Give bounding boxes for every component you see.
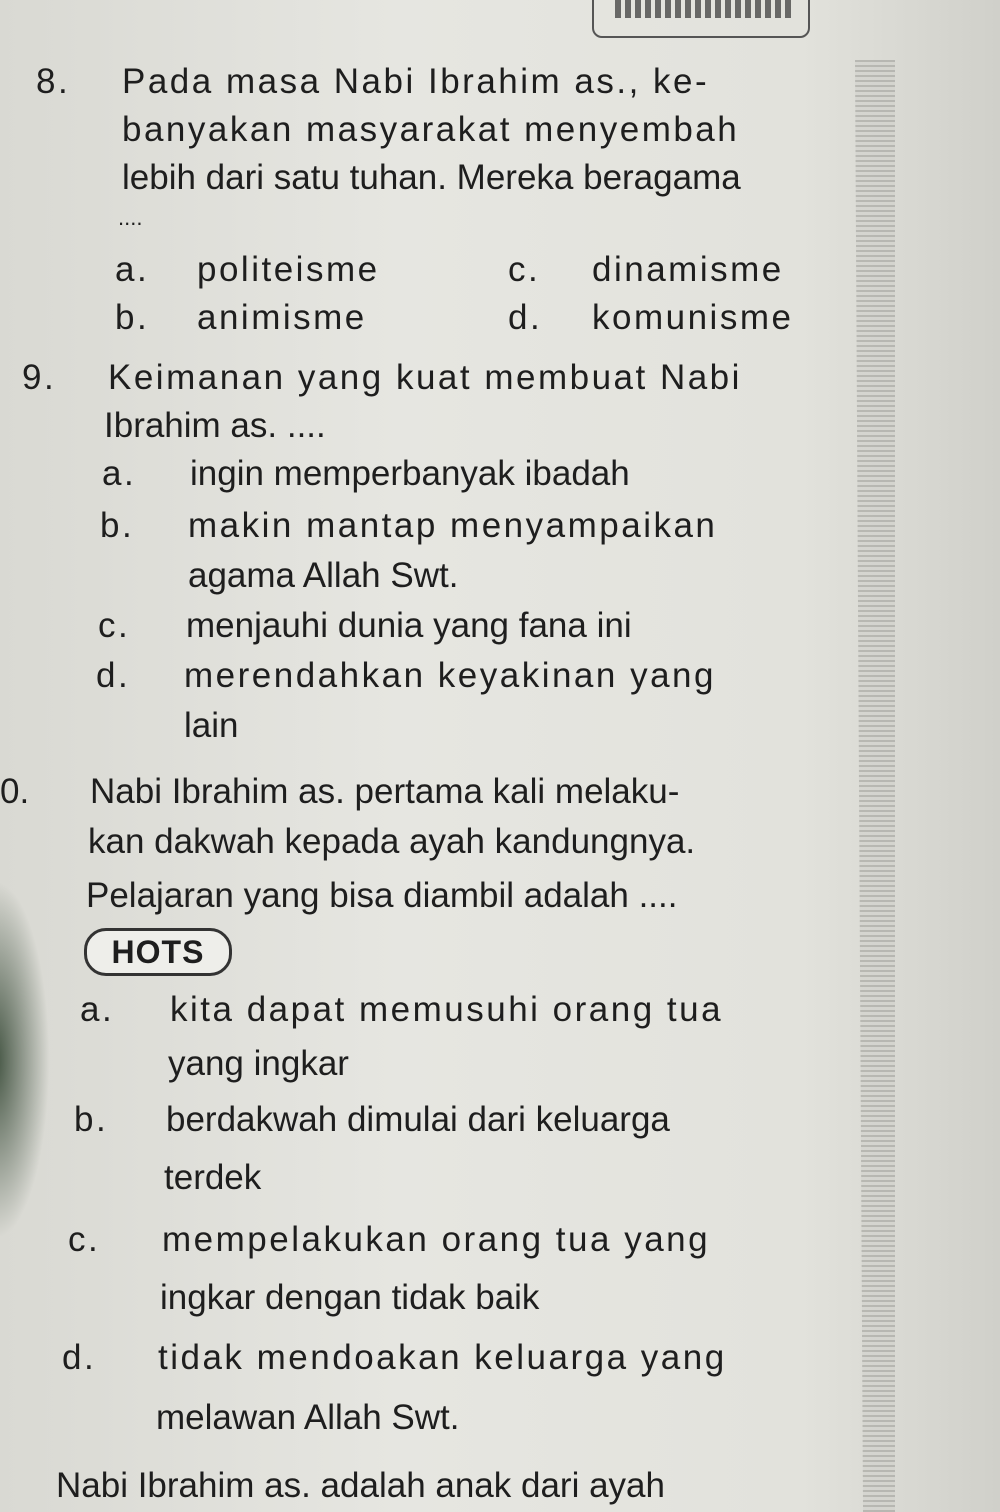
option-8c-letter[interactable]: c. bbox=[508, 250, 541, 289]
option-9b-letter[interactable]: b. bbox=[100, 506, 135, 545]
option-8b-text[interactable]: animisme bbox=[197, 298, 367, 337]
option-10a-line-2[interactable]: yang ingkar bbox=[168, 1044, 349, 1083]
question-8-number: 8. bbox=[36, 62, 71, 101]
option-10d-line-1[interactable]: tidak mendoakan keluarga yang bbox=[158, 1338, 727, 1377]
next-question-partial: Nabi Ibrahim as. adalah anak dari ayah bbox=[56, 1466, 665, 1505]
option-10a-line-1[interactable]: kita dapat memusuhi orang tua bbox=[170, 990, 724, 1029]
option-10d-line-2[interactable]: melawan Allah Swt. bbox=[156, 1398, 460, 1437]
option-8d-letter[interactable]: d. bbox=[508, 298, 543, 337]
option-10c-letter[interactable]: c. bbox=[68, 1220, 101, 1259]
option-10a-letter[interactable]: a. bbox=[80, 990, 115, 1029]
option-9d-letter[interactable]: d. bbox=[96, 656, 131, 695]
option-9a-letter[interactable]: a. bbox=[102, 454, 137, 493]
question-10-line-1: Nabi Ibrahim as. pertama kali melaku- bbox=[90, 772, 680, 811]
hots-badge: HOTS bbox=[84, 928, 232, 976]
option-8d-text[interactable]: komunisme bbox=[592, 298, 794, 337]
question-8-line-1: Pada masa Nabi Ibrahim as., ke- bbox=[122, 62, 710, 101]
question-10-line-3: Pelajaran yang bisa diambil adalah .... bbox=[86, 876, 678, 915]
question-8-line-3: lebih dari satu tuhan. Mereka beragama bbox=[122, 158, 741, 197]
question-10-number: 0. bbox=[0, 772, 30, 811]
option-9b-line-2[interactable]: agama Allah Swt. bbox=[188, 556, 459, 595]
option-10b-line-1[interactable]: berdakwah dimulai dari keluarga bbox=[166, 1100, 670, 1139]
option-8a-text[interactable]: politeisme bbox=[197, 250, 380, 289]
option-10c-line-1[interactable]: mempelakukan orang tua yang bbox=[162, 1220, 711, 1259]
option-9d-line-1[interactable]: merendahkan keyakinan yang bbox=[184, 656, 716, 695]
question-9-line-2: Ibrahim as. .... bbox=[104, 406, 326, 445]
question-9-line-1: Keimanan yang kuat membuat Nabi bbox=[108, 358, 742, 397]
question-9-number: 9. bbox=[22, 358, 57, 397]
option-9c-line-1[interactable]: menjauhi dunia yang fana ini bbox=[186, 606, 632, 645]
option-10d-letter[interactable]: d. bbox=[62, 1338, 97, 1377]
option-10b-line-2[interactable]: terdek bbox=[164, 1158, 262, 1197]
option-9d-line-2[interactable]: lain bbox=[184, 706, 239, 745]
option-8b-letter[interactable]: b. bbox=[115, 298, 150, 337]
option-8a-letter[interactable]: a. bbox=[115, 250, 150, 289]
hand-shadow bbox=[0, 880, 50, 1240]
option-10b-letter[interactable]: b. bbox=[74, 1100, 109, 1139]
option-9c-letter[interactable]: c. bbox=[98, 606, 131, 645]
question-10-line-2: kan dakwah kepada ayah kandungnya. bbox=[88, 822, 696, 861]
option-10c-line-2[interactable]: ingkar dengan tidak baik bbox=[160, 1278, 540, 1317]
qr-code-icon bbox=[615, 0, 795, 18]
question-8-line-2: banyakan masyarakat menyembah bbox=[122, 110, 740, 149]
option-9a-line-1[interactable]: ingin memperbanyak ibadah bbox=[190, 454, 630, 493]
option-8c-text[interactable]: dinamisme bbox=[592, 250, 784, 289]
option-9b-line-1[interactable]: makin mantap menyampaikan bbox=[188, 506, 718, 545]
question-8-line-4: .... bbox=[118, 205, 143, 230]
